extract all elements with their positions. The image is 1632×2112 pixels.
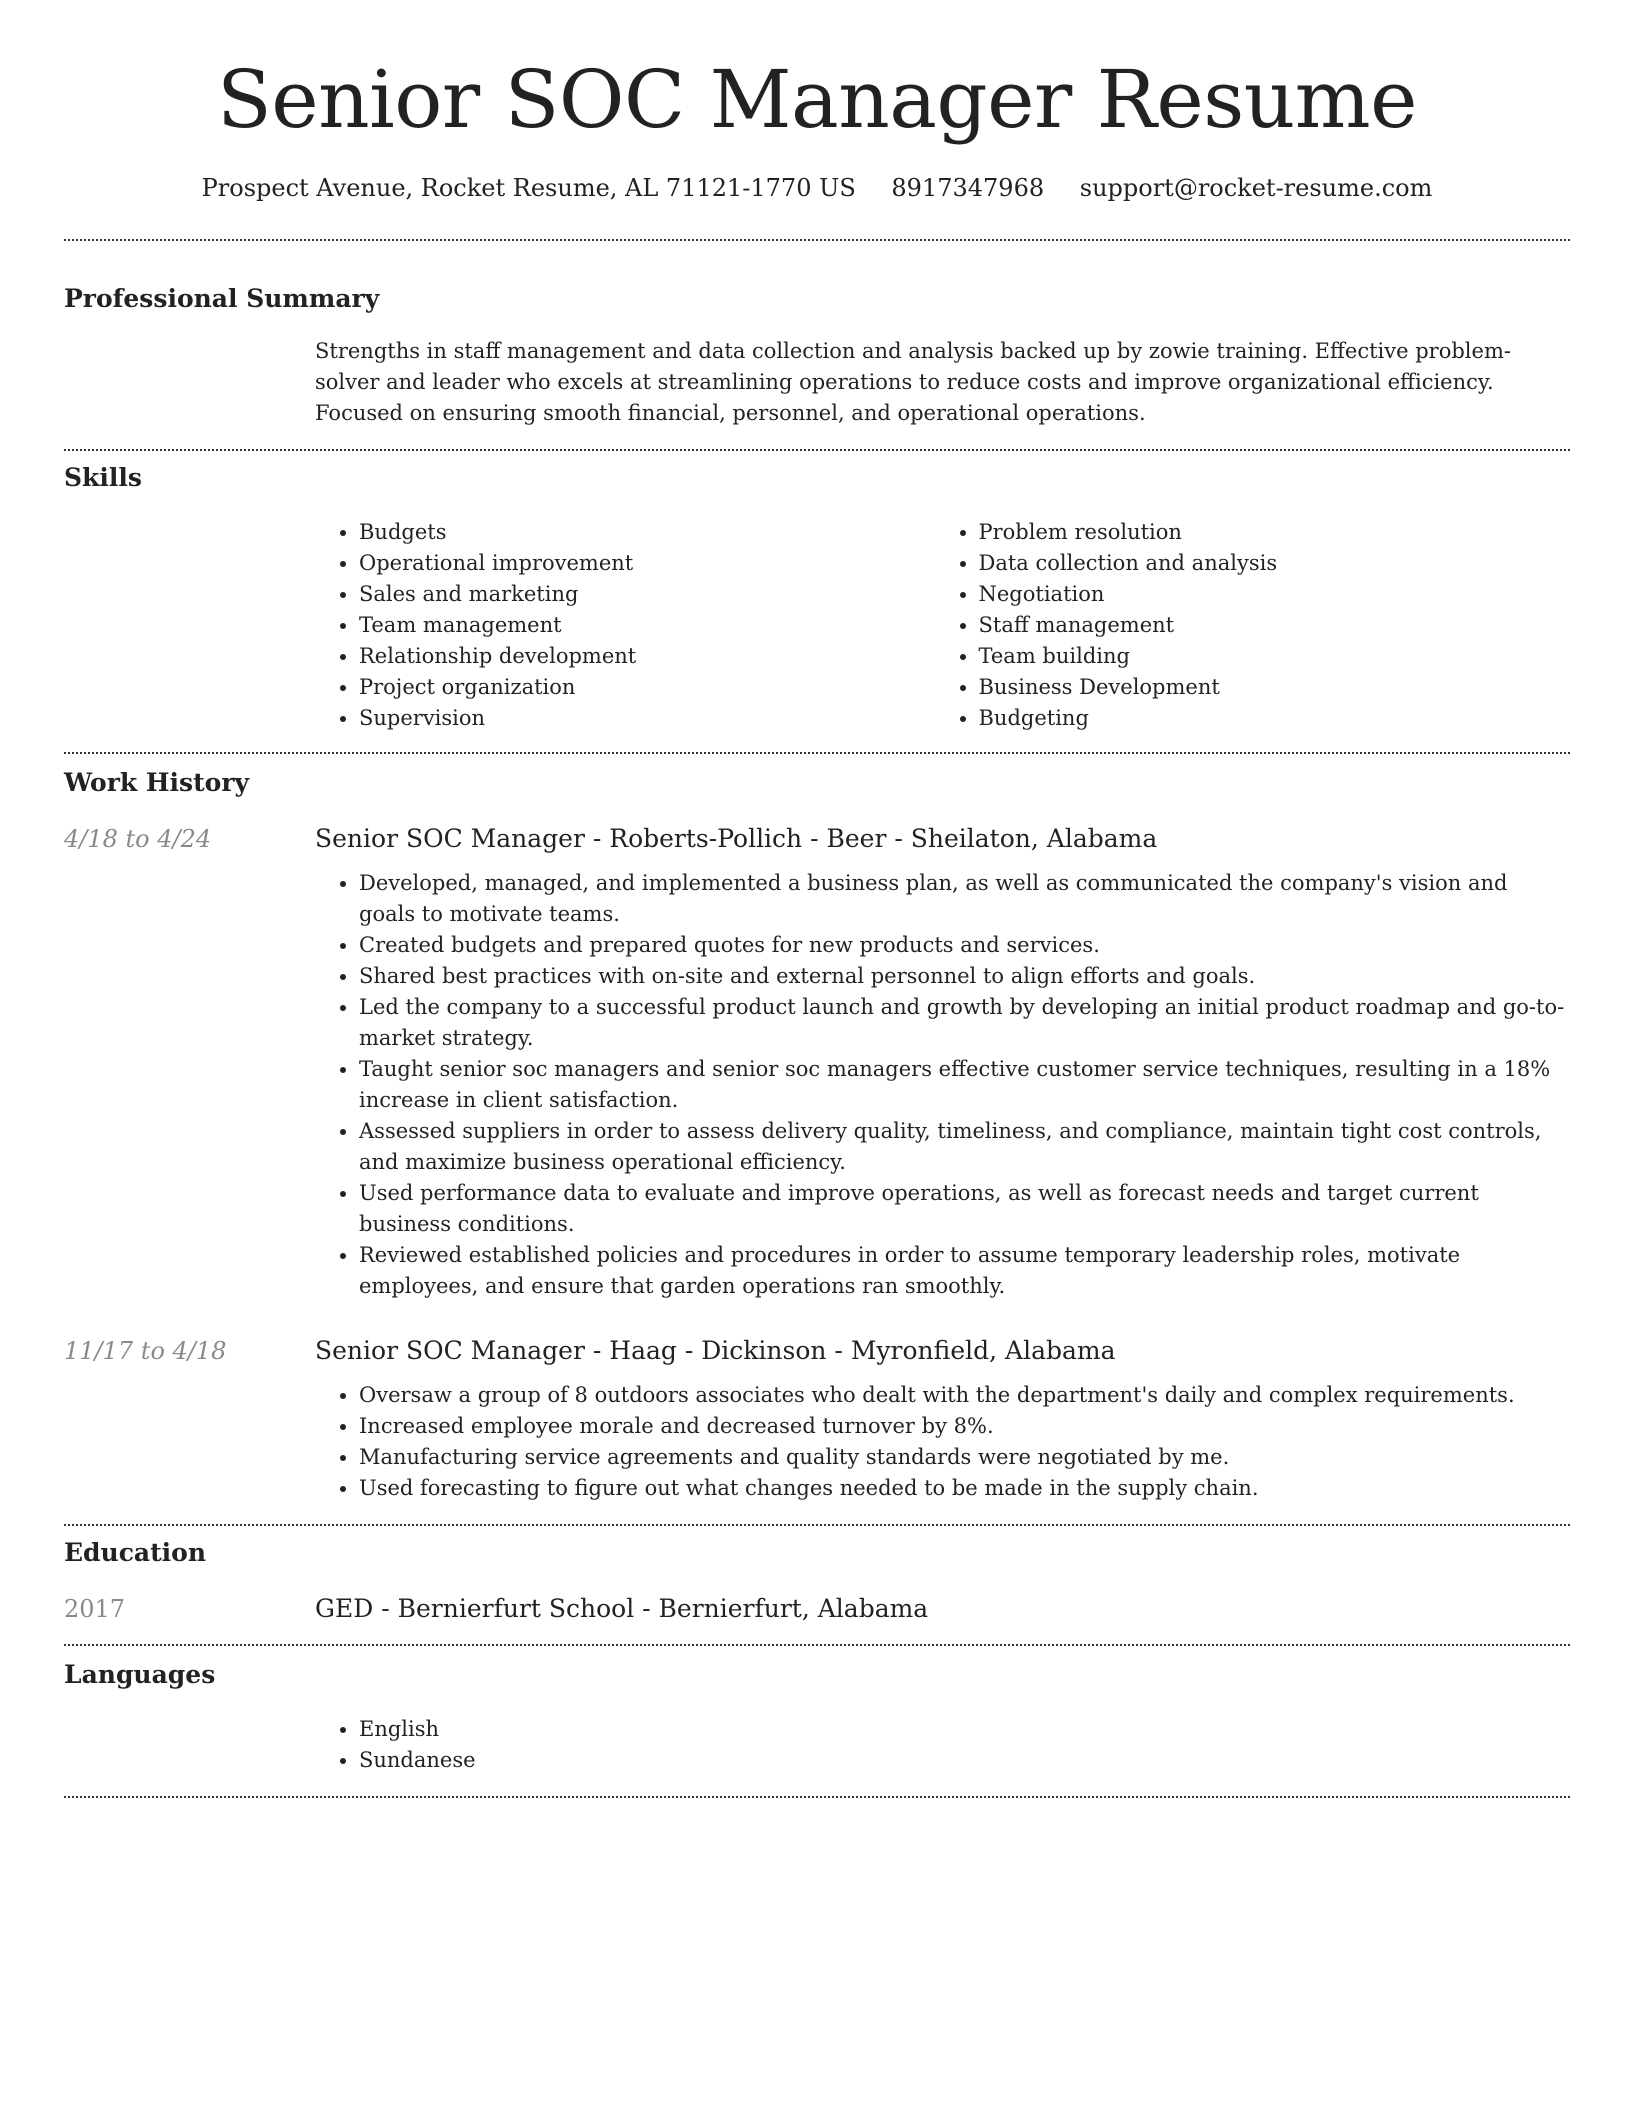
list-item: • Operational improvement (359, 548, 951, 579)
list-item: • Reviewed established policies and procedures in order to assume temporary leadership roles, motivate employees, and ensure that garden operations ran smoothly. (359, 1240, 1570, 1302)
list-item: • Assessed suppliers in order to assess delivery quality, timeliness, and compliance, maintain tight cost controls, and maximize business operational efficiency. (359, 1116, 1570, 1178)
list-item: • Developed, managed, and implemented a business plan, as well as communicated the company's vision and goals to motivate teams. (359, 868, 1570, 930)
list-item: • Oversaw a group of 8 outdoors associates who dealt with the department's daily and complex requirements. (359, 1380, 1570, 1411)
languages-list (315, 1714, 1570, 1776)
resume-header (64, 0, 1570, 204)
resume-page (64, 0, 1570, 1798)
list-item: • Used performance data to evaluate and improve operations, as well as forecast needs and target current business conditions. (359, 1178, 1570, 1240)
job-bullets (315, 1380, 1570, 1504)
contact-line (64, 172, 1570, 204)
summary-title: Professional Summary (64, 284, 380, 313)
contact-address: Prospect Avenue, Rocket Resume, AL 71121-1770 US (201, 174, 856, 202)
languages-title: Languages (64, 1660, 216, 1689)
education-title: Education (64, 1538, 207, 1567)
job-bullets (315, 868, 1570, 1302)
list-item: • Led the company to a successful product launch and growth by developing an initial product roadmap and go-to-market strategy. (359, 992, 1570, 1054)
contact-phone: 8917347968 (891, 174, 1045, 202)
job-entry (64, 1334, 1570, 1504)
list-item: • Team building (979, 641, 1571, 672)
list-item: • Used forecasting to figure out what changes needed to be made in the supply chain. (359, 1473, 1570, 1504)
list-item: • English (359, 1714, 1570, 1745)
summary-section (64, 241, 1570, 429)
skills-list-left (315, 517, 951, 734)
summary-text: Strengths in staff management and data collection and analysis backed up by zowie training. Effective problem-solver and leader who excels at streamlining operations to reduce costs and improve organizational efficiency. Focused on ensuring smooth financial, personnel, and operational operations. (315, 339, 1511, 425)
list-item: • Supervision (359, 703, 951, 734)
job-entry (64, 822, 1570, 1302)
list-item: • Business Development (979, 672, 1571, 703)
list-item: • Project organization (359, 672, 951, 703)
skills-title: Skills (64, 463, 142, 492)
work-title: Work History (64, 768, 250, 797)
list-item: • Budgets (359, 517, 951, 548)
job-title: Senior SOC Manager - Roberts-Pollich - Beer - Sheilaton, Alabama (315, 824, 1158, 853)
list-item: • Relationship development (359, 641, 951, 672)
list-item: • Negotiation (979, 579, 1571, 610)
list-item: • Increased employee morale and decreased turnover by 8%. (359, 1411, 1570, 1442)
skills-list-right (951, 517, 1571, 734)
list-item: • Taught senior soc managers and senior soc managers effective customer service techniques, resulting in a 18% increase in client satisfaction. (359, 1054, 1570, 1116)
contact-email: support@rocket-resume.com (1079, 174, 1433, 202)
list-item: • Data collection and analysis (979, 548, 1571, 579)
work-section (64, 754, 1570, 1504)
skills-section (64, 451, 1570, 734)
list-item: • Sales and marketing (359, 579, 951, 610)
list-item: • Manufacturing service agreements and quality standards were negotiated by me. (359, 1442, 1570, 1473)
list-item: • Created budgets and prepared quotes for new products and services. (359, 930, 1570, 961)
languages-section (64, 1646, 1570, 1776)
list-item: • Sundanese (359, 1745, 1570, 1776)
education-entry: GED - Bernierfurt School - Bernierfurt, Alabama (315, 1594, 929, 1623)
job-dates: 11/17 to 4/18 (64, 1337, 227, 1365)
list-item: • Team management (359, 610, 951, 641)
list-item: • Staff management (979, 610, 1571, 641)
resume-name: Senior SOC Manager Resume (216, 53, 1418, 146)
job-title: Senior SOC Manager - Haag - Dickinson - Myronfield, Alabama (315, 1336, 1116, 1365)
education-date: 2017 (64, 1595, 126, 1623)
job-dates: 4/18 to 4/24 (64, 825, 212, 853)
list-item: • Budgeting (979, 703, 1571, 734)
education-section (64, 1526, 1570, 1626)
list-item: • Problem resolution (979, 517, 1571, 548)
divider (64, 1796, 1570, 1798)
list-item: • Shared best practices with on-site and external personnel to align efforts and goals. (359, 961, 1570, 992)
